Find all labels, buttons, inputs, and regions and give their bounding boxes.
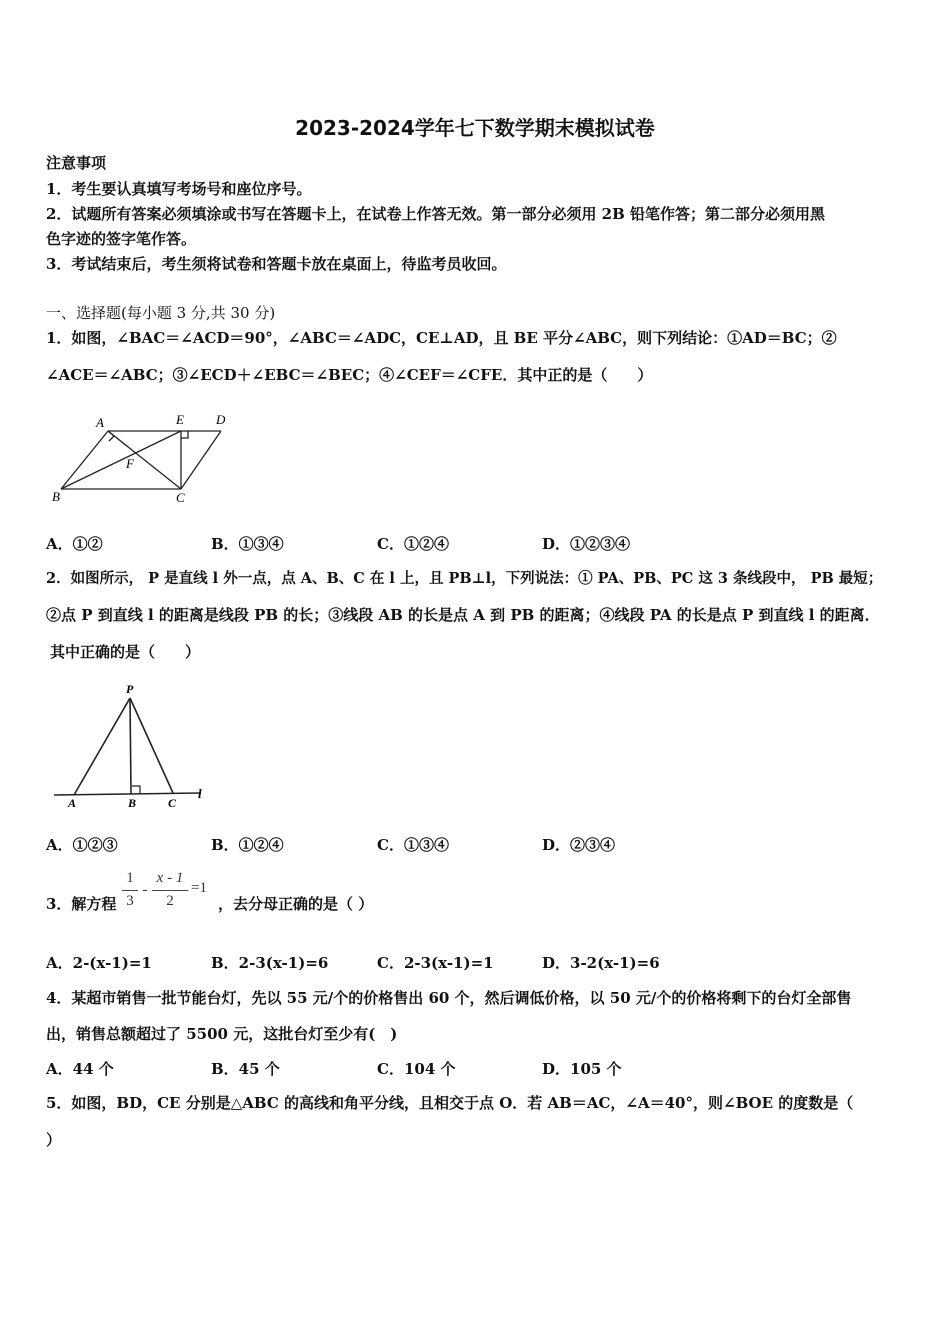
section-heading: 一、选择题(每小题 3 分,共 30 分) — [46, 304, 276, 322]
q1-label-d: D — [216, 412, 226, 427]
q3-option-d[interactable]: D．3-2(x-1)=6 — [542, 954, 660, 972]
q2-option-d[interactable]: D．②③④ — [542, 836, 616, 854]
q1-label-c: C — [176, 490, 185, 505]
q1-option-b[interactable]: B．①③④ — [211, 535, 284, 553]
q2-option-c[interactable]: C．①③④ — [377, 836, 449, 854]
q4-text-line1: 4．某超市销售一批节能台灯，先以 55 元/个的价格售出 60 个，然后调低价格，以 50 元/个的价格将剩下的台灯全部售 — [46, 989, 852, 1007]
q1-label-f: F — [126, 456, 134, 471]
q3-minus-sign: - — [142, 882, 148, 898]
q3-frac2-numerator: x - 1 — [156, 870, 184, 886]
q1-label-b: B — [52, 489, 60, 504]
q1-text-line2: ∠ACE＝∠ABC；③∠ECD＋∠EBC＝∠BEC；④∠CEF＝∠CFE．其中正的是（ ） — [46, 366, 653, 384]
q3-prefix: 3．解方程 — [46, 895, 117, 913]
q3-suffix: ，去分母正确的是（ ） — [218, 895, 374, 913]
notice-item: 3．考试结束后，考生须将试卷和答题卡放在桌面上，待监考员收回。 — [46, 255, 507, 273]
q5-text-line1: 5．如图，BD，CE 分别是△ABC 的高线和角平分线，且相交于点 O．若 AB＝AC，∠A＝40°，则∠BOE 的度数是（ — [46, 1094, 854, 1112]
q2-label-l: l — [198, 786, 202, 801]
fraction-bar — [152, 890, 188, 891]
q2-text-line1: 2．如图所示， P 是直线 l 外一点，点 A、B、C 在 l 上，且 PB⊥l，下列说法：① PA、PB、PC 这 3 条线段中， PB 最短； — [46, 570, 883, 587]
q1-text-line1: 1．如图，∠BAC＝∠ACD＝90°，∠ABC＝∠ADC，CE⊥AD，且 BE 平分∠ABC，则下列结论：①AD＝BC；② — [46, 329, 837, 347]
fraction-bar — [122, 890, 138, 891]
q2-option-b[interactable]: B．①②④ — [211, 836, 284, 854]
q4-option-c[interactable]: C．104 个 — [377, 1060, 456, 1078]
notice-item: 色字迹的签字笔作答。 — [46, 230, 197, 248]
q3-frac2-denominator: 2 — [166, 893, 174, 909]
q3-frac1-numerator: 1 — [126, 870, 134, 886]
q1-figure — [46, 405, 246, 510]
q2-label-a: A — [68, 796, 77, 810]
q2-option-a[interactable]: A．①②③ — [46, 836, 118, 854]
q5-text-line2: ） — [46, 1131, 62, 1149]
q2-text-line2: ②点 P 到直线 l 的距离是线段 PB 的长；③线段 AB 的长是点 A 到 PB 的距离；④线段 PA 的长是点 P 到直线 l 的距离． — [46, 606, 880, 624]
q4-option-a[interactable]: A．44 个 — [46, 1060, 114, 1078]
notice-item: 1．考生要认真填写考场号和座位序号。 — [46, 180, 312, 198]
q3-option-c[interactable]: C．2-3(x-1)=1 — [377, 954, 494, 972]
q4-option-b[interactable]: B．45 个 — [211, 1060, 280, 1078]
q3-frac1-denominator: 3 — [126, 893, 134, 909]
q2-text-line3: 其中正确的是（ ） — [50, 643, 201, 661]
q2-label-b: B — [128, 796, 137, 810]
notice-item: 2．试题所有答案必须填涂或书写在答题卡上，在试卷上作答无效。第一部分必须用 2B 铅笔作答；第二部分必须用黑 — [46, 205, 826, 223]
q3-option-b[interactable]: B．2-3(x-1)=6 — [211, 954, 329, 972]
q1-label-a: A — [96, 415, 104, 430]
page-title: 2023-2024学年七下数学期末模拟试卷 — [295, 116, 655, 140]
notice-heading: 注意事项 — [46, 154, 107, 172]
q2-label-p: P — [126, 682, 134, 696]
q1-option-a[interactable]: A．①② — [46, 535, 103, 553]
q1-label-e: E — [176, 412, 184, 427]
q3-option-a[interactable]: A．2-(x-1)=1 — [46, 954, 152, 972]
q2-figure — [46, 680, 221, 810]
q1-option-d[interactable]: D．①②③④ — [542, 535, 631, 553]
q4-option-d[interactable]: D．105 个 — [542, 1060, 622, 1078]
q4-text-line2: 出，销售总额超过了 5500 元，这批台灯至少有( ) — [46, 1025, 398, 1043]
q3-rhs: =1 — [191, 880, 207, 896]
q2-label-c: C — [168, 796, 177, 810]
q1-option-c[interactable]: C．①②④ — [377, 535, 449, 553]
